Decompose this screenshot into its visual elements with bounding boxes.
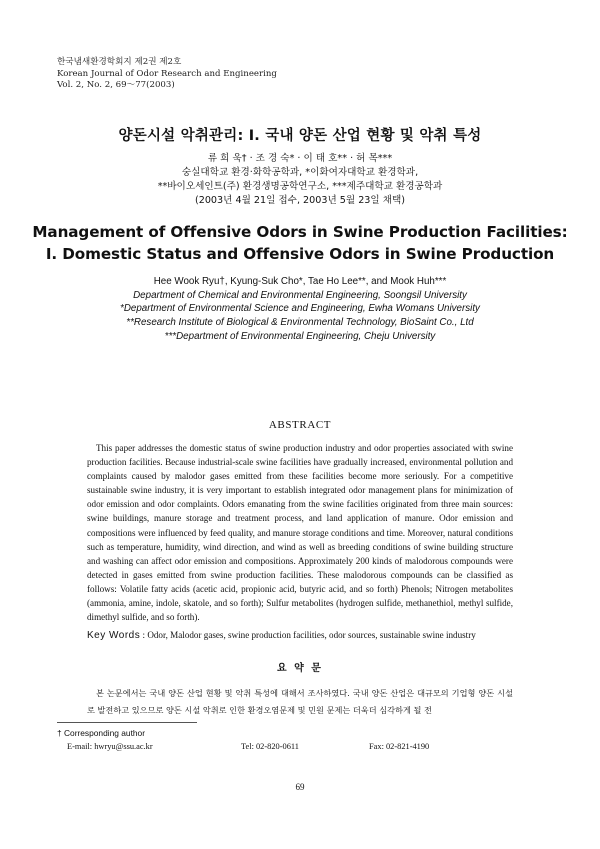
keywords-label: Key Words bbox=[87, 630, 141, 641]
english-affiliation-4: ***Department of Environmental Engineering, Cheju University bbox=[164, 330, 436, 342]
korean-affiliation-2: **바이오세인트(주) 환경생명공학연구소, ***제주대학교 환경공학과 bbox=[157, 181, 443, 192]
footnote bbox=[57, 727, 547, 753]
corresponding-author-label: † Corresponding author bbox=[57, 728, 145, 738]
keywords bbox=[87, 630, 527, 641]
author-email: E-mail: hwryu@ssu.ac.kr bbox=[67, 742, 153, 751]
english-title-line-1: Management of Offensive Odors in Swine Production Facilities: bbox=[32, 223, 568, 241]
abstract-heading: ABSTRACT bbox=[268, 419, 332, 431]
english-affiliation-1: Department of Chemical and Environmental Engineering, Soongsil University bbox=[133, 289, 467, 301]
page-number: 69 bbox=[295, 782, 305, 792]
korean-summary-text: 본 논문에서는 국내 양돈 산업 현황 및 악취 특성에 대해서 조사하였다. 국내 양돈 산업은 대규모의 기업형 양돈 시설로 발전하고 있으므로 양돈 시설 악취로 인한 환경오염문제 및 민원 문제는 더욱더 심각하게 될 전 bbox=[87, 688, 513, 715]
korean-summary-heading: 요 약 문 bbox=[277, 663, 323, 674]
journal-name-english: Korean Journal of Odor Research and Engineering bbox=[57, 68, 277, 79]
english-author-names: Hee Wook Ryu†, Kyung-Suk Cho*, Tae Ho Lee**, and Mook Huh*** bbox=[153, 276, 447, 287]
contact-line bbox=[67, 740, 547, 753]
journal-header bbox=[57, 57, 277, 92]
abstract-text: This paper addresses the domestic status of swine production industry and odor properties associated with swine production facilities. Because industrial-scale swine facilities have gradually increased, environmental pollution and complaints caused by malodor gases emitted from these facilities become more seriously. For a competitive sustainable swine industry, it is very important to establish integrated odor management plans for minimization of odor emission and odor complaints. Odors emanating from the swine facilities originated from three main sources: swine buildings, manure storage and treatment process, and land application of manure. Odor emission and compositions were influenced by feed quality, and manure storage conditions and time. Moreover, natural conditions such as temperature, humidity, wind direction, and wind as well as breeding conditions of swine building structure and washing can affect odor emission and compositions. Approximately 200 kinds of malodorous compounds were detected in gases emitted from swine production facilities. These malodorous compounds can be classified as follows: Volatile fatty acids (acetic acid, propionic acid, butyric acid, and so forth) Phenols; Nitrogen metabolites (ammonia, amine, indole, skatole, and so forth); Sulfur metabolites (hydrogen sulfide, methanethiol, methyl sulfide, dimethyl sulfide, and so forth). bbox=[87, 443, 513, 623]
english-affiliation-2: *Department of Environmental Science and Engineering, Ewha Womans University bbox=[120, 303, 480, 315]
keywords-text: : Odor, Malodor gases, swine production facilities, odor sources, sustainable swine industry bbox=[142, 630, 476, 640]
author-phone: Tel: 02-820-0611 bbox=[241, 742, 299, 751]
korean-affiliation-1: 숭실대학교 환경·화학공학과, *이화여자대학교 환경학과, bbox=[181, 167, 419, 178]
korean-title: 양돈시설 악취관리: I. 국내 양돈 산업 현황 및 악취 특성 bbox=[118, 128, 482, 144]
received-accepted-dates: (2003년 4월 21일 접수, 2003년 5월 23일 채택) bbox=[194, 195, 405, 206]
author-fax: Fax: 02-821-4190 bbox=[369, 742, 430, 751]
footnote-divider bbox=[57, 722, 197, 723]
english-authors-block bbox=[0, 275, 600, 344]
english-title bbox=[0, 221, 600, 265]
english-affiliation-3: **Research Institute of Biological & Environmental Technology, BioSaint Co., Ltd bbox=[126, 317, 474, 329]
korean-authors-block bbox=[0, 152, 600, 208]
journal-volume: Vol. 2, No. 2, 69～77(2003) bbox=[57, 80, 175, 90]
korean-author-names: 류 희 욱† · 조 경 숙* · 이 태 호** · 허 목*** bbox=[207, 153, 393, 164]
english-title-line-2: I. Domestic Status and Offensive Odors in Swine Production bbox=[45, 245, 555, 263]
journal-name-korean: 한국냄새환경학회지 제2권 제2호 bbox=[57, 57, 182, 67]
